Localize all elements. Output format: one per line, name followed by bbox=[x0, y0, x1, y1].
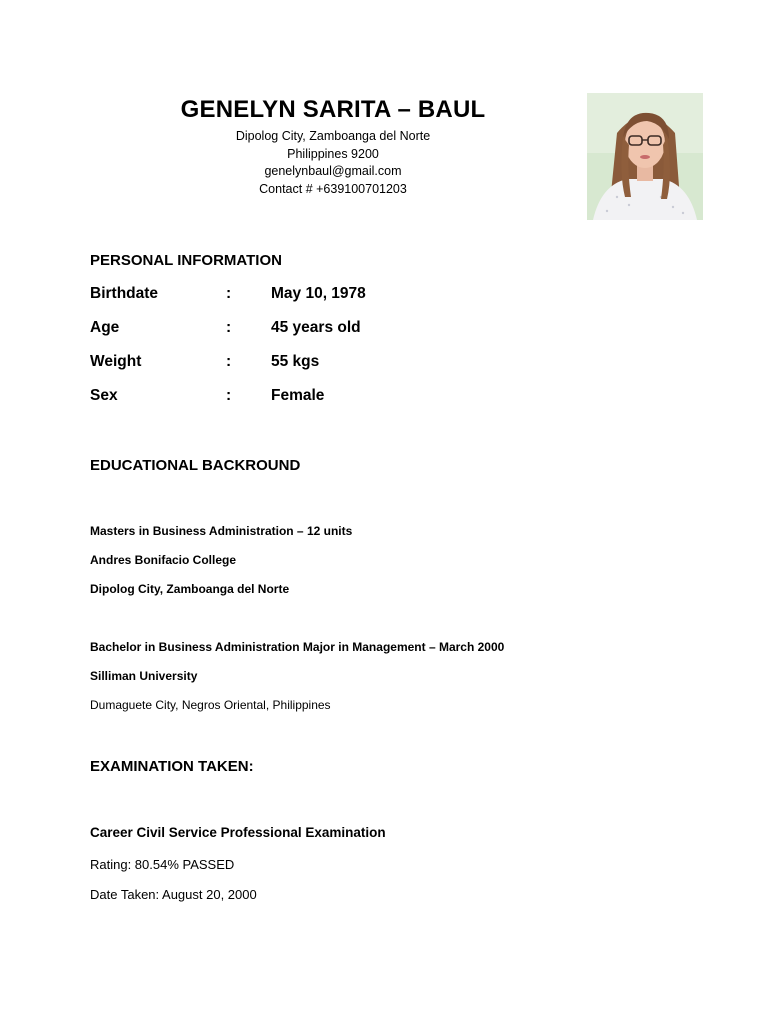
personal-row-birthdate bbox=[90, 285, 490, 307]
field-separator: : bbox=[226, 285, 232, 302]
exam-title: Career Civil Service Professional Examination bbox=[90, 825, 386, 840]
field-value: May 10, 1978 bbox=[271, 285, 366, 302]
edu-location-1: Dipolog City, Zamboanga del Norte bbox=[90, 582, 290, 596]
field-value: 55 kgs bbox=[271, 353, 320, 370]
personal-info-heading: PERSONAL INFORMATION bbox=[90, 252, 282, 269]
edu-degree-1: Masters in Business Administration – 12 units bbox=[90, 524, 353, 538]
field-value: 45 years old bbox=[271, 319, 361, 336]
field-label: Age bbox=[90, 319, 120, 336]
edu-location-2: Dumaguete City, Negros Oriental, Philippines bbox=[90, 698, 331, 712]
field-label: Weight bbox=[90, 353, 142, 370]
email-address: genelynbaul@gmail.com bbox=[264, 164, 402, 178]
edu-degree-2: Bachelor in Business Administration Major in Management – March 2000 bbox=[90, 640, 505, 654]
field-value: Female bbox=[271, 387, 325, 404]
personal-row-age bbox=[90, 319, 490, 341]
field-label: Birthdate bbox=[90, 285, 159, 302]
exam-rating: Rating: 80.54% PASSED bbox=[90, 857, 235, 872]
edu-school-2: Silliman University bbox=[90, 669, 198, 683]
exam-date: Date Taken: August 20, 2000 bbox=[90, 887, 257, 902]
personal-row-sex bbox=[90, 387, 490, 409]
field-label: Sex bbox=[90, 387, 118, 404]
address-line-1: Dipolog City, Zamboanga del Norte bbox=[235, 129, 431, 143]
personal-row-weight bbox=[90, 353, 490, 375]
field-separator: : bbox=[226, 387, 232, 404]
exam-heading: EXAMINATION TAKEN: bbox=[90, 758, 254, 775]
field-separator: : bbox=[226, 319, 232, 336]
contact-number: Contact # +639100701203 bbox=[259, 182, 407, 196]
education-heading: EDUCATIONAL BACKROUND bbox=[90, 457, 301, 474]
edu-school-1: Andres Bonifacio College bbox=[90, 553, 237, 567]
profile-photo bbox=[587, 93, 703, 220]
applicant-name: GENELYN SARITA – BAUL bbox=[180, 96, 486, 123]
address-line-2: Philippines 9200 bbox=[287, 147, 379, 161]
field-separator: : bbox=[226, 353, 232, 370]
